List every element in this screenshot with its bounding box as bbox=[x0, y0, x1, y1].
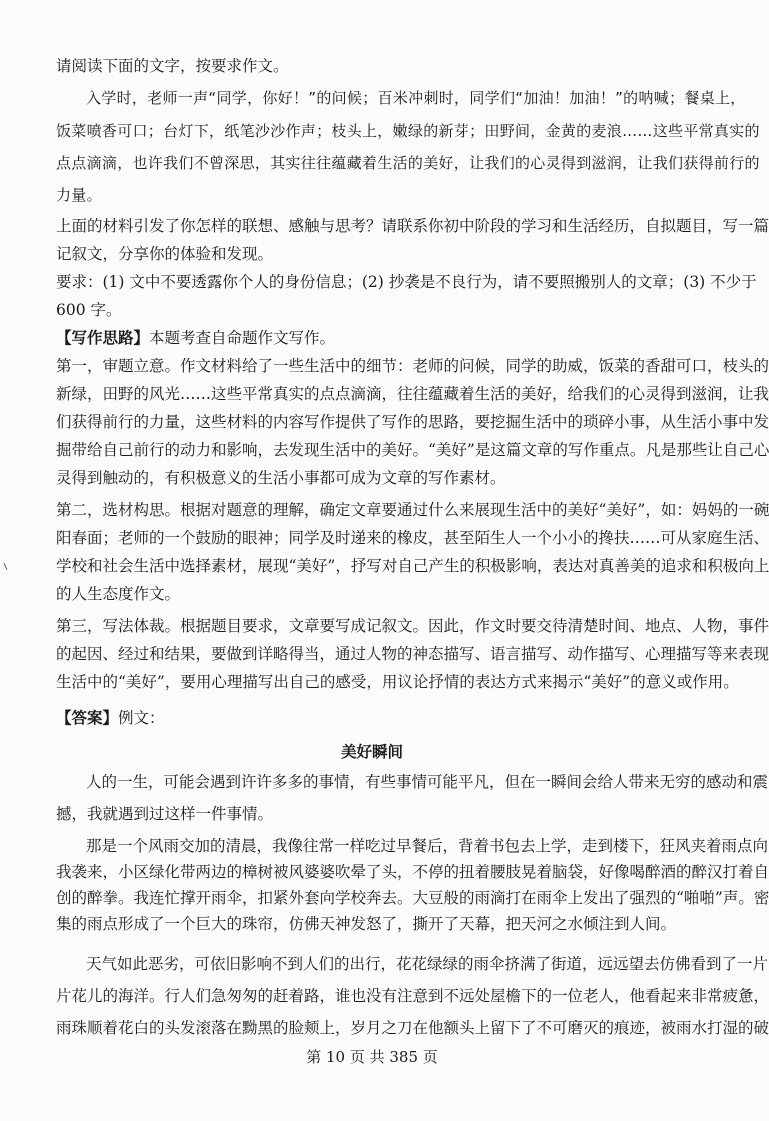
material-line: 入学时，老师一声“同学，你好！”的问候；百米冲刺时，同学们“加油！加油！”的呐喊；餐桌上， bbox=[86, 89, 746, 107]
analysis-line: 第二，选材构思。根据对题意的理解，确定文章要通过什么来展现生活中的美好“美好”，如：妈妈的一碗 bbox=[56, 501, 769, 519]
analysis-line: 第三，写法体裁。根据题目要求，文章要写成记叙文。因此，作文时要交待清楚时间、地点、人物，事件 bbox=[56, 617, 769, 635]
answer-label: 【答案】 bbox=[56, 708, 119, 727]
essay-line: 撼，我就遇到过这样一件事情。 bbox=[56, 805, 274, 823]
essay-line: 片花儿的海洋。行人们急匆匆的赶着路，谁也没有注意到不远处屋檐下的一位老人，他看起来非常疲惫， bbox=[56, 987, 769, 1005]
prompt-intro: 请阅读下面的文字，按要求作文。 bbox=[56, 57, 289, 75]
analysis-line: 生活中的“美好”，要用心理描写出自己的感受，用议论抒情的表达方式来揭示“美好”的意义或作用。 bbox=[56, 673, 739, 691]
essay-line: 雨珠顺着花白的头发滚落在黝黑的脸颊上，岁月之刀在他额头上留下了不可磨灭的痕迹，被雨水打湿的破 bbox=[56, 1019, 769, 1037]
answer-heading bbox=[56, 708, 696, 728]
material-line: 饭菜喷香可口；台灯下，纸笔沙沙作声；枝头上，嫩绿的新芽；田野间，金黄的麦浪……这些平常真实的 bbox=[56, 122, 760, 140]
analysis-line: 掘带给自己前行的动力和影响，去发现生活中的美好。“美好”是这篇文章的写作重点。凡是那些让自己心 bbox=[56, 441, 769, 459]
material-line: 力量。 bbox=[56, 186, 102, 204]
essay-line: 那是一个风雨交加的清晨，我像往常一样吃过早餐后，背着书包去上学，走到楼下，狂风夹着雨点向 bbox=[86, 837, 769, 855]
essay-line: 天气如此恶劣，可依旧影响不到人们的出行，花花绿绿的雨伞挤满了街道，远远望去仿佛看到了一片 bbox=[86, 955, 769, 973]
essay-line: 我袭来，小区绿化带两边的樟树被风婆婆吹晕了头，不停的扭着腰肢晃着脑袋，好像喝醉酒的醉汉打着自 bbox=[56, 863, 769, 881]
thinking-label: 【写作思路】 bbox=[56, 328, 150, 347]
requirement-line: 600 字。 bbox=[56, 301, 122, 319]
stray-mark bbox=[4, 563, 8, 570]
analysis-line: 的起因、经过和结果，要做到详略得当，通过人物的神态描写、语言描写、动作描写、心理描写等来表现 bbox=[56, 645, 769, 663]
question-line: 上面的材料引发了你怎样的联想、感触与思考？请联系你初中阶段的学习和生活经历，自拟题目，写一篇 bbox=[56, 217, 769, 235]
answer-text: 例文： bbox=[118, 709, 165, 727]
analysis-line: 第一，审题立意。作文材料给了一些生活中的细节：老师的问候，同学的助威，饭菜的香甜可口，枝头的 bbox=[56, 357, 769, 375]
analysis-line: 的人生态度作文。 bbox=[56, 585, 181, 603]
requirement-line: 要求：(1) 文中不要透露你个人的身份信息；(2) 抄袭是不良行为，请不要照搬别人的文章；(3) 不少于 bbox=[56, 273, 757, 291]
thinking-heading bbox=[56, 328, 696, 348]
essay-title: 美好瞬间 bbox=[340, 742, 403, 761]
essay-line: 创的醉拳。我连忙撑开雨伞，扣紧外套向学校奔去。大豆般的雨滴打在雨伞上发出了强烈的“啪啪”声。密 bbox=[56, 889, 769, 907]
question-line: 记叙文，分享你的体验和发现。 bbox=[56, 245, 274, 263]
essay-line: 集的雨点形成了一个巨大的珠帘，仿佛天神发怒了，撕开了天幕，把天河之水倾注到人间。 bbox=[56, 915, 677, 933]
analysis-line: 阳春面；老师的一个鼓励的眼神；同学及时递来的橡皮，甚至陌生人一个小小的搀扶……可从家庭生活、 bbox=[56, 529, 769, 547]
page-footer: 第 10 页 共 385 页 bbox=[306, 1048, 438, 1066]
analysis-line: 灵得到触动的，有积极意义的生活小事都可成为文章的写作素材。 bbox=[56, 469, 506, 487]
analysis-line: 学校和社会生活中选择素材，展现“美好”，抒写对自己产生的积极影响，表达对真善美的追求和积极向上 bbox=[56, 557, 769, 575]
thinking-text: 本题考查自命题作文写作。 bbox=[149, 329, 336, 347]
analysis-line: 新绿，田野的风光……这些平常真实的点点滴滴，往往蕴藏着生活的美好，给我们的心灵得到滋润，让我 bbox=[56, 385, 769, 403]
material-line: 点点滴滴，也许我们不曾深思，其实往往蕴藏着生活的美好，让我们的心灵得到滋润，让我们获得前行的 bbox=[56, 154, 760, 172]
analysis-line: 们获得前行的力量，这些材料的内容写作提供了写作的思路，要挖掘生活中的琐碎小事，从生活小事中发 bbox=[56, 413, 769, 431]
essay-line: 人的一生，可能会遇到许许多多的事情，有些事情可能平凡，但在一瞬间会给人带来无穷的感动和震 bbox=[86, 773, 769, 791]
